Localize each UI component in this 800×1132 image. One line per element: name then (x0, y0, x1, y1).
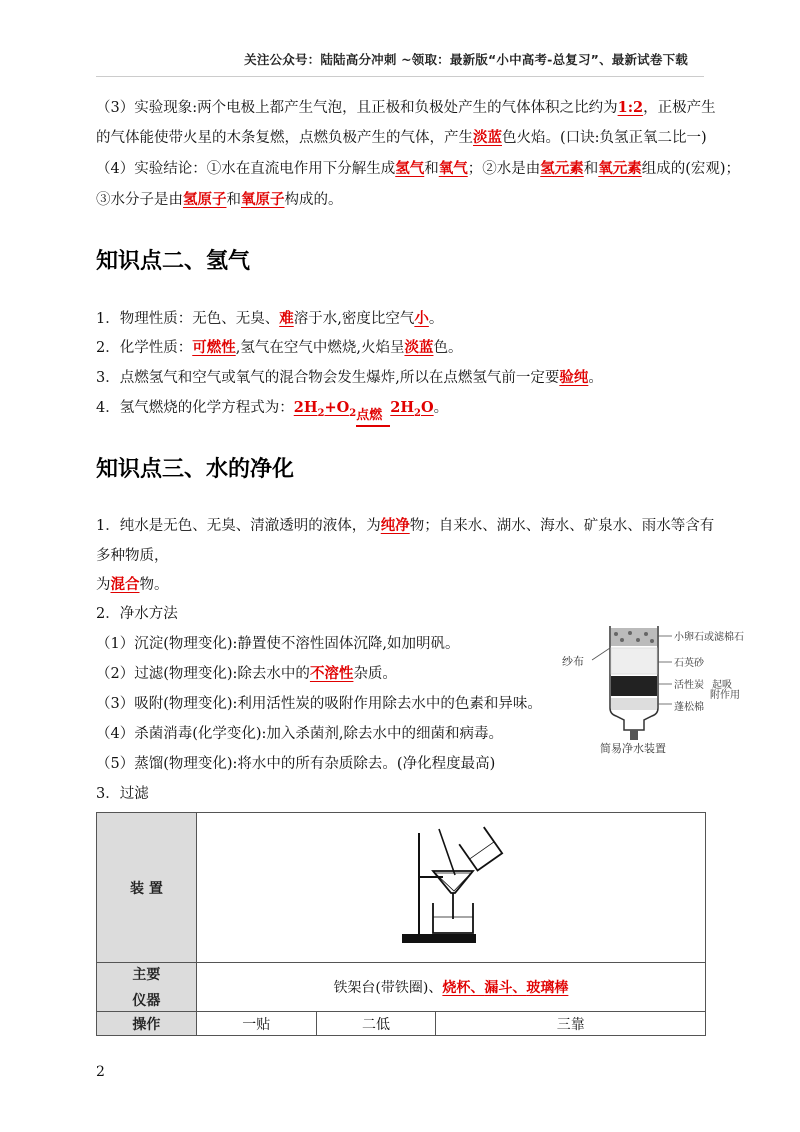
text: 。 (588, 370, 603, 386)
head-line: 仪器 (132, 993, 161, 1009)
chemical-equation (293, 399, 434, 423)
filtration-table (96, 812, 706, 1036)
keyword: 小 (414, 310, 429, 327)
text: 1．物理性质：无色、无臭、 (96, 311, 280, 327)
purifier-caption: 简易净水装置 (600, 743, 666, 755)
keyword: 纯净 (380, 517, 410, 534)
row-head-apparatus: 装 置 (97, 813, 197, 963)
hydrogen-physical (96, 307, 443, 331)
text: （3）实验现象:两个电极上都产生气泡，且正极和负极处产生的气体体积之比约为 (96, 100, 618, 116)
formula-part: 2H (390, 399, 415, 416)
text: （2）过滤(物理变化):除去水中的 (96, 666, 310, 682)
text: 色。 (433, 340, 463, 356)
instruments-cell (196, 963, 705, 1012)
text: ；②水是由 (467, 161, 541, 177)
text: 和 (424, 161, 439, 177)
formula-part: O (421, 399, 434, 416)
keyword: 难 (279, 310, 294, 327)
subscript: 2 (414, 407, 422, 419)
table-row (97, 813, 706, 963)
text: 为 (96, 577, 111, 593)
text: 4．氢气燃烧的化学方程式为： (96, 400, 294, 416)
text: ，正极产生 (643, 100, 716, 116)
table-row (97, 963, 706, 1012)
keyword: 验纯 (559, 369, 589, 386)
keyword: 可燃性 (192, 339, 236, 356)
keyword: 玻璃棒 (526, 980, 569, 996)
equals-line (356, 425, 390, 427)
keyword: 氧气 (438, 160, 468, 177)
purifier-column (610, 626, 658, 740)
label-pebble: 小卵石或滤棉石 (674, 632, 744, 643)
method-distillation: （5）蒸馏(物理变化):将水中的所有杂质除去。(净化程度最高) (96, 756, 496, 772)
hydrogen-equation (96, 396, 448, 426)
section-heading-hydrogen: 知识点二、氢气 (96, 249, 251, 274)
experiment-phenomenon (96, 96, 716, 120)
keyword: 1:2 (617, 99, 644, 116)
reaction-condition: 点燃 (356, 408, 383, 423)
experiment-conclusion-cont (96, 188, 343, 212)
text: 溶于水,密度比空气 (293, 311, 415, 327)
label-cotton: 蓬松棉 (674, 702, 704, 713)
keyword: 烧杯 (442, 980, 471, 996)
apparatus-drawing (403, 827, 502, 942)
text: 3．点燃氢气和空气或氧气的混合物会发生爆炸,所以在点燃氢气前一定要 (96, 370, 560, 386)
page-number: 2 (96, 1064, 105, 1080)
label-adsorb: 起吸 (712, 680, 732, 691)
text: 杂质。 (353, 666, 397, 682)
subscript: 2 (349, 407, 357, 419)
text: 物；自来水、湖水、海水、矿泉水、雨水等含有 (409, 518, 715, 534)
pure-water-line1 (96, 514, 714, 538)
subscript: 2 (317, 407, 325, 419)
formula-part: 2H (293, 399, 318, 416)
pure-water-line3 (96, 573, 169, 597)
text: 1．纯水是无色、无臭、清澈透明的液体，为 (96, 518, 381, 534)
section-heading-purification: 知识点三、水的净化 (96, 457, 295, 482)
label-adsorb2: 附作用 (710, 690, 740, 701)
keyword: 漏斗 (484, 980, 513, 996)
method-adsorption: （3）吸附(物理变化):利用活性炭的吸附作用除去水中的色素和异味。 (96, 696, 542, 712)
text: 。 (428, 311, 444, 327)
keyword: 氧元素 (598, 160, 642, 177)
keyword: 、 (512, 980, 527, 996)
keyword: 氢气 (395, 160, 425, 177)
text: ,氢气在空气中燃烧,火焰呈 (235, 340, 405, 356)
label-sand: 石英砂 (674, 658, 704, 669)
text: 和 (226, 192, 241, 208)
purification-methods-title: 2．净水方法 (96, 606, 178, 622)
keyword: 混合 (110, 576, 140, 593)
keyword: 氧原子 (241, 191, 285, 208)
apparatus-cell (196, 813, 705, 963)
pure-water-line2: 多种物质， (96, 548, 169, 564)
filtration-apparatus-diagram (381, 821, 521, 951)
text: ③水分子是由 (96, 192, 183, 208)
text: 构成的。 (284, 192, 343, 208)
text: 的气体能使带火星的木条复燃，点燃负极产生的气体，产生 (96, 130, 473, 146)
filtration-title: 3．过滤 (96, 786, 149, 802)
keyword: 、 (470, 980, 485, 996)
experiment-conclusion (96, 157, 740, 181)
water-purifier-diagram (560, 618, 760, 758)
operation-three: 三靠 (436, 1012, 706, 1036)
hydrogen-safety (96, 366, 603, 390)
header-divider (96, 76, 704, 77)
text: 物。 (139, 577, 169, 593)
method-sedimentation: （1）沉淀(物理变化):静置使不溶性固体沉降,如加明矾。 (96, 636, 460, 652)
row-head-instruments (97, 963, 197, 1012)
head-line: 主要 (132, 967, 161, 983)
table-row (97, 1012, 706, 1036)
method-disinfection: （4）杀菌消毒(化学变化):加入杀菌剂,除去水中的细菌和病毒。 (96, 726, 504, 742)
formula-part: +O (324, 399, 350, 416)
label-gauze: 纱布 (562, 656, 584, 668)
text: 2．化学性质： (96, 340, 193, 356)
keyword: 氢元素 (540, 160, 584, 177)
keyword: 不溶性 (309, 665, 354, 682)
method-filtration (96, 662, 397, 686)
text: 色火焰。(口诀:负氢正氧二比一) (502, 130, 707, 146)
label-carbon: 活性炭 (674, 680, 704, 691)
text: （4）实验结论：①水在直流电作用下分解生成 (96, 161, 396, 177)
operation-two: 二低 (316, 1012, 436, 1036)
page-header: 关注公众号：陆陆高分冲刺 ~领取：最新版“小中高考-总复习”、最新试卷下载 (244, 52, 688, 67)
row-head-operation: 操作 (97, 1012, 197, 1036)
operation-one: 一贴 (196, 1012, 316, 1036)
text: 铁架台(带铁圈)、 (333, 980, 443, 996)
keyword: 淡蓝 (473, 129, 502, 146)
hydrogen-chemical (96, 336, 462, 360)
text: 和 (583, 161, 599, 177)
text: 。 (433, 400, 449, 416)
keyword: 淡蓝 (404, 339, 434, 356)
text: 组成的(宏观)； (641, 161, 741, 177)
experiment-phenomenon-cont (96, 126, 707, 150)
keyword: 氢原子 (183, 191, 227, 208)
